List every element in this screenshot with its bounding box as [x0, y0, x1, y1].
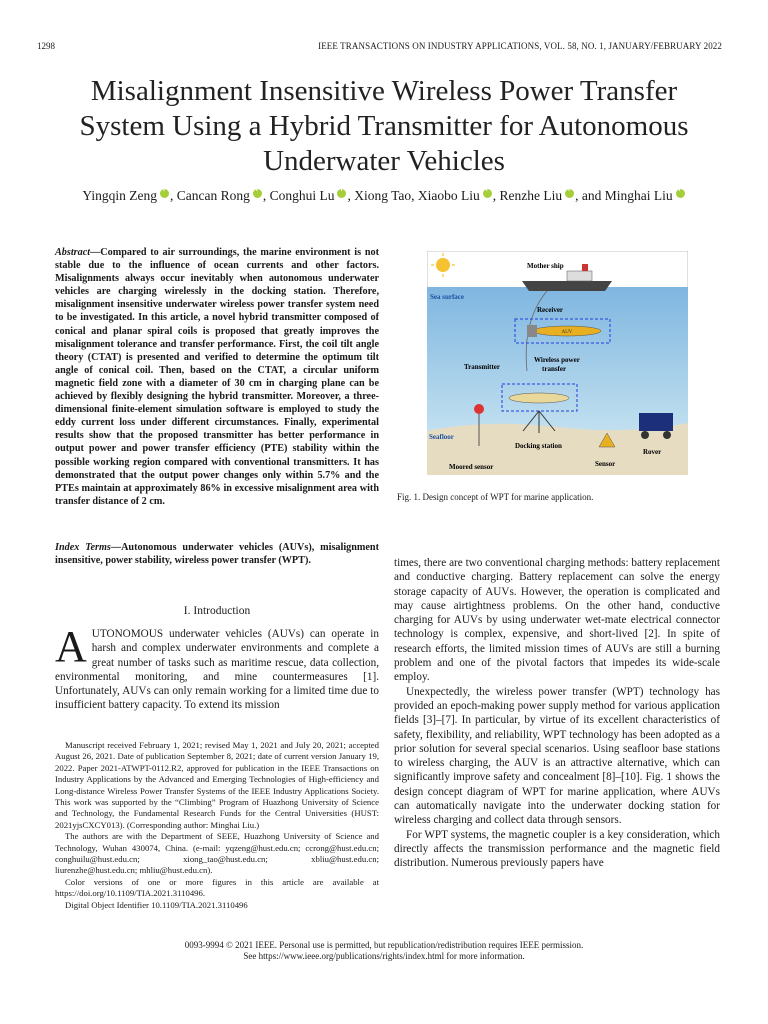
label-auv: AUV [561, 330, 573, 335]
title-line: System Using a Hybrid Transmitter for Autonomous [79, 110, 689, 142]
journal-header: IEEE TRANSACTIONS ON INDUSTRY APPLICATIONS, VOL. 58, NO. 1, JANUARY/FEBRUARY 2022 [318, 41, 722, 51]
title-line: Underwater Vehicles [263, 145, 505, 177]
footnote: Color versions of one or more figures in this article are available at https://doi.org/10.1109/TIA.2021.3110496. [55, 876, 379, 899]
right-column-text [394, 556, 720, 871]
label-transmitter: Transmitter [464, 363, 501, 371]
index-terms-label: Index Terms [55, 542, 111, 553]
footnote: Digital Object Identifier 10.1109/TIA.2021.3110496 [65, 899, 248, 910]
footnote: The authors are with the Department of SEEE, Huazhong University of Science and Technology, Wuhan 430074, China. (e-mail: yqzeng@hust.edu.cn; ccrong@hust.edu.cn; conghuilu@hust.edu.cn; xiong_tao@hust.edu.cn; xbliu@hust.edu.cn; liurenzhe@hust.edu.cn; mhliu@hust.edu.cn). [55, 831, 379, 876]
label-docking: Docking station [515, 442, 562, 450]
author-list [30, 188, 738, 204]
orcid-icon[interactable] [565, 189, 574, 198]
label-mother-ship: Mother ship [527, 262, 564, 270]
label-sensor: Sensor [595, 460, 616, 468]
page-number: 1298 [37, 41, 55, 51]
paragraph: Unexpectedly, the wireless power transfer (WPT) technology has provided an epoch-making power supply method for various application fields [3]–[7]. In particular, by virtue of its excellent characteristics of safety, flexibility, and reliability, WPT technology has been adopted as a prior solution for several special scenarios. Using seafloor base stations to wireless charging, the AUV is an attractive alternative, which can significantly improve safety and concealment [8]–[10]. Fig. 1 shows the design concept diagram of WPT for marine application, where AUVs can automatically navigate into the underwater docking station for wireless charging and collect data through sensors. [394, 685, 720, 827]
index-terms-text: —Autonomous underwater vehicles (AUVs), misalignment insensitive, power stability, wireless power transfer (WPT). [55, 542, 379, 567]
intro-paragraph [55, 622, 379, 713]
label-seafloor: Seafloor [429, 433, 454, 441]
paragraph: times, there are two conventional charging methods: battery replacement and conductive charging. Battery replacement can solve the energy storage capacity of AUVs. However, the operation is complicated and may cause airtightness problems. On the other hand, conductive charging for AUVs by using underwater wet-mate electrical connector technology is complex, expensive, and short-lived [2]. In spite of research efforts, the limited mission times of AUVs are still a burning problem and one of the pivotal factors that impedes its wide-scale employ. [394, 557, 720, 684]
orcid-icon[interactable] [676, 189, 685, 198]
author: , Xiong Tao, Xiaobo Liu [347, 188, 480, 203]
index-terms [55, 541, 379, 567]
paragraph: For WPT systems, the magnetic coupler is a key consideration, which directly affects the transmission performance and the magnetic field distribution. Numerous previously papers have [394, 828, 720, 870]
copyright-line: See https://www.ieee.org/publications/rights/index.html for more information. [243, 951, 525, 961]
docked-auv-icon [509, 393, 569, 403]
orcid-icon[interactable] [483, 189, 492, 198]
footnotes [55, 740, 379, 911]
drop-cap: A [55, 622, 87, 671]
label-rover: Rover [643, 448, 662, 456]
copyright-footer [0, 940, 768, 962]
section-heading: I. Introduction [183, 605, 251, 617]
author: , Conghui Lu [262, 188, 335, 203]
orcid-icon[interactable] [160, 189, 169, 198]
footnote: Manuscript received February 1, 2021; revised May 1, 2021 and July 20, 2021; accepted August 26, 2021. Date of publication September 8, 2021; date of current version January 19, 2022. Paper 2021-ATWPT-0112.R2, approved for publication in the IEEE Transactions on Industry Applications by the Advanced and Emerging Technologies of High-efficiency and Long-distance Wireless Power Transfer Systems of the IEEE Industry Applications Society. This work was supported by the “Climbing” Program of Huazhong University of Science and Technology, the Fundamental Research Funds for the Central Universities (HUST: 2021yjsCXCY013). (Corresponding author: Minghai Liu.) [55, 740, 379, 830]
abstract-text: —Compared to air surroundings, the marine environment is not stable due to the influence of ocean currents and other factors. Misalignments always occur inevitably when autonomous underwater vehicles are charging wirelessly in the docking station. Therefore, misalignment insensitive underwater wireless power transfer system need to be investigated. In this article, a novel hybrid transmitter composed of conical and planar spiral coils is proposed that greatly improves the misalignment tolerance and transfer performance. First, the coil tilt angle theory (CTAT) is presented and verified to determine the optimum tilt angle of conical coil. Then, based on the CTAT, a circular uniform magnetic field zone with a diameter of 30 cm in charging plane can be achieved by flexibly designing the hybrid transmitter. Moreover, a three-dimensional finite-element simulation software is employed to study the eddy current loss under different circumstances. Finally, experimental results show that the proposed transmitter has better performance in output power and power transfer efficiency (PTE) stability within the possible working region compared with conventional transmitters. It has demonstrated that the output power changes only within 5.7% and the PTEs maintain at approximately 86% in excessive misalignment area with transfer distance of 2 cm. [55, 247, 379, 507]
label-moored: Moored sensor [449, 463, 494, 471]
label-wpt-2: transfer [542, 365, 567, 373]
author: , and Minghai Liu [575, 188, 673, 203]
figure-wpt-concept [427, 251, 688, 475]
intro-text: UTONOMOUS underwater vehicles (AUVs) can operate in harsh and complex underwater environments and complete a great number of tasks such as maritime rescue, data collection, environmental monitoring, and mine countermeasures [1]. Unfortunately, AUVs can only remain working for a limited time due to insufficient battery capacity. To extend its mission [55, 628, 379, 712]
label-wpt: Wireless power [534, 356, 580, 364]
author: Yingqin Zeng [82, 188, 157, 203]
label-sea-surface: Sea surface [430, 293, 465, 301]
paper-title [30, 74, 738, 179]
author: , Renzhe Liu [492, 188, 563, 203]
abstract [55, 246, 379, 508]
figure-caption: Fig. 1. Design concept of WPT for marine application. [397, 492, 594, 502]
label-receiver: Receiver [537, 306, 564, 314]
author: , Cancan Rong [169, 188, 250, 203]
orcid-icon[interactable] [337, 189, 346, 198]
copyright-line: 0093-9994 © 2021 IEEE. Personal use is permitted, but republication/redistribution requires IEEE permission. [184, 940, 584, 950]
abstract-label: Abstract [55, 247, 91, 258]
orcid-icon[interactable] [253, 189, 262, 198]
title-line: Misalignment Insensitive Wireless Power Transfer [90, 75, 678, 107]
